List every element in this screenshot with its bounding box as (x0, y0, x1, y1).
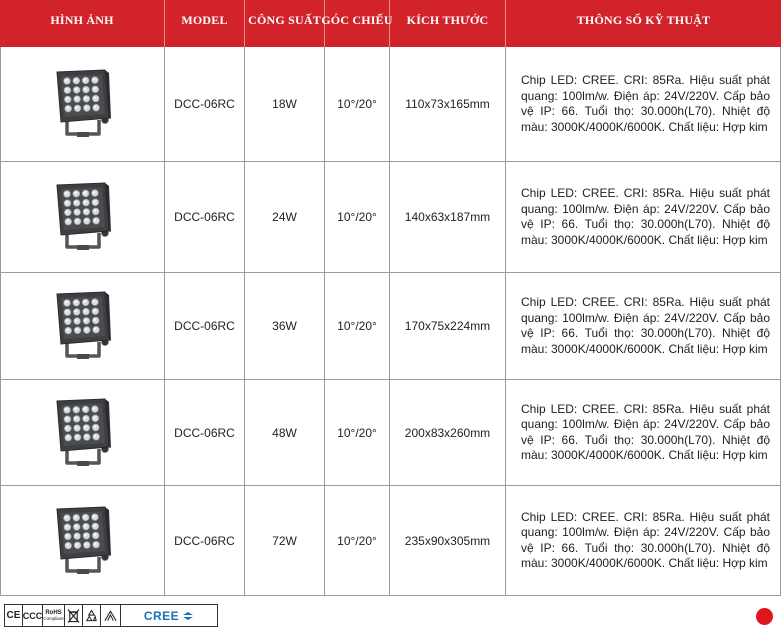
size-cell (390, 162, 506, 272)
ccc-mark-icon: CCC (23, 605, 43, 626)
angle-text: 10°/20° (337, 425, 377, 440)
weee-bin-icon (65, 605, 83, 626)
size-text: 110x73x165mm (405, 97, 490, 111)
power-text: 18W (272, 97, 297, 111)
header-angle (321, 0, 393, 47)
ik-rating-icon (101, 605, 121, 626)
cree-logo-text: CREE (143, 608, 180, 623)
ce-mark-icon: CE (5, 605, 23, 626)
header-model (165, 0, 245, 47)
model-cell (165, 47, 245, 161)
spec-cell (506, 486, 781, 595)
header-spec-label: THÔNG SỐ KỸ THUẬT (576, 13, 711, 27)
power-text: 72W (272, 533, 297, 548)
model-text: DCC-06RC (174, 533, 235, 548)
angle-cell (325, 162, 390, 272)
header-model-label: MODEL (181, 13, 228, 27)
table-row (0, 486, 781, 596)
angle-text: 10°/20° (337, 533, 377, 548)
power-cell (245, 273, 325, 379)
product-image-cell (0, 273, 165, 379)
red-dot (756, 608, 773, 625)
spec-text: Chip LED: CREE. CRI: 85Ra. Hiệu suất phát quang: 100lm/w. Điện áp: 24V/220V. Cấp bảo vệ IP: 66. Tuổi thọ: 30.000h(L70). Nhiệt độ màu: 3000K/4000K/6000K. Chất liệu: Hợp kim (521, 73, 770, 134)
size-text: 170x75x224mm (404, 319, 491, 333)
cert-strip (4, 604, 218, 627)
header-image-label: HÌNH ẢNH (50, 13, 114, 27)
power-text: 24W (272, 210, 297, 224)
flood-light-image (43, 501, 123, 581)
product-image-cell (0, 47, 165, 161)
header-power (245, 0, 325, 47)
model-text: DCC-06RC (174, 97, 235, 111)
header-size (390, 0, 506, 47)
model-text: DCC-06RC (174, 210, 235, 224)
power-cell (245, 162, 325, 272)
size-text: 235x90x305mm (404, 533, 491, 548)
cree-logo (121, 605, 217, 626)
table-row (0, 47, 781, 162)
spec-text: Chip LED: CREE. CRI: 85Ra. Hiệu suất phát quang: 100lm/w. Điện áp: 24V/220V. Cấp bảo vệ IP: 66. Tuổi thọ: 30.000h(L70). Nhiệt độ màu: 3000K/4000K/6000K. Chất liệu: Hợp kim (521, 186, 770, 247)
flood-light-image (43, 64, 123, 144)
angle-cell (325, 273, 390, 379)
angle-text: 10°/20° (337, 210, 377, 224)
header-image (0, 0, 165, 47)
header-size-label: KÍCH THƯỚC (406, 13, 489, 27)
angle-text: 10°/20° (337, 319, 377, 333)
flood-light-image (43, 393, 123, 473)
spec-text: Chip LED: CREE. CRI: 85Ra. Hiệu suất phát quang: 100lm/w. Điện áp: 24V/220V. Cấp bảo vệ IP: 66. Tuổi thọ: 30.000h(L70). Nhiệt độ màu: 3000K/4000K/6000K. Chất liệu: Hợp kim (521, 401, 770, 462)
header-spec (506, 0, 781, 47)
table-row (0, 273, 781, 380)
table-row (0, 380, 781, 486)
flood-light-image (43, 286, 123, 366)
power-text: 48W (272, 425, 297, 440)
flood-light-image (43, 177, 123, 257)
product-image-cell (0, 380, 165, 485)
power-text: 36W (272, 319, 297, 333)
recycle-icon (83, 605, 101, 626)
spec-text: Chip LED: CREE. CRI: 85Ra. Hiệu suất phát quang: 100lm/w. Điện áp: 24V/220V. Cấp bảo vệ IP: 66. Tuổi thọ: 30.000h(L70). Nhiệt độ màu: 3000K/4000K/6000K. Chất liệu: Hợp kim (521, 509, 770, 570)
angle-text: 10°/20° (337, 97, 377, 111)
product-image-cell (0, 162, 165, 272)
model-cell (165, 380, 245, 485)
model-text: DCC-06RC (174, 319, 235, 333)
rohs-icon (43, 605, 65, 626)
header-angle-label: GÓC CHIẾU (321, 13, 393, 27)
spec-cell (506, 162, 781, 272)
spec-cell (506, 47, 781, 161)
model-cell (165, 273, 245, 379)
spec-cell (506, 380, 781, 485)
model-cell (165, 162, 245, 272)
rohs-top-label: RoHS (45, 609, 62, 616)
certification-footer (0, 601, 781, 634)
rohs-bottom-label: Compliant (43, 615, 64, 621)
angle-cell (325, 380, 390, 485)
size-text: 200x83x260mm (404, 425, 491, 440)
header-power-label: CÔNG SUẤT (248, 13, 321, 27)
angle-cell (325, 47, 390, 161)
product-image-cell (0, 486, 165, 595)
table-row (0, 162, 781, 273)
angle-cell (325, 486, 390, 595)
power-cell (245, 380, 325, 485)
model-cell (165, 486, 245, 595)
power-cell (245, 486, 325, 595)
spec-text: Chip LED: CREE. CRI: 85Ra. Hiệu suất phát quang: 100lm/w. Điện áp: 24V/220V. Cấp bảo vệ IP: 66. Tuổi thọ: 30.000h(L70). Nhiệt độ màu: 3000K/4000K/6000K. Chất liệu: Hợp kim (521, 295, 770, 356)
size-text: 140x63x187mm (404, 210, 491, 224)
spec-cell (506, 273, 781, 379)
size-cell (390, 486, 506, 595)
model-text: DCC-06RC (174, 425, 235, 440)
size-cell (390, 47, 506, 161)
power-cell (245, 47, 325, 161)
size-cell (390, 380, 506, 485)
table-header (0, 0, 781, 47)
size-cell (390, 273, 506, 379)
